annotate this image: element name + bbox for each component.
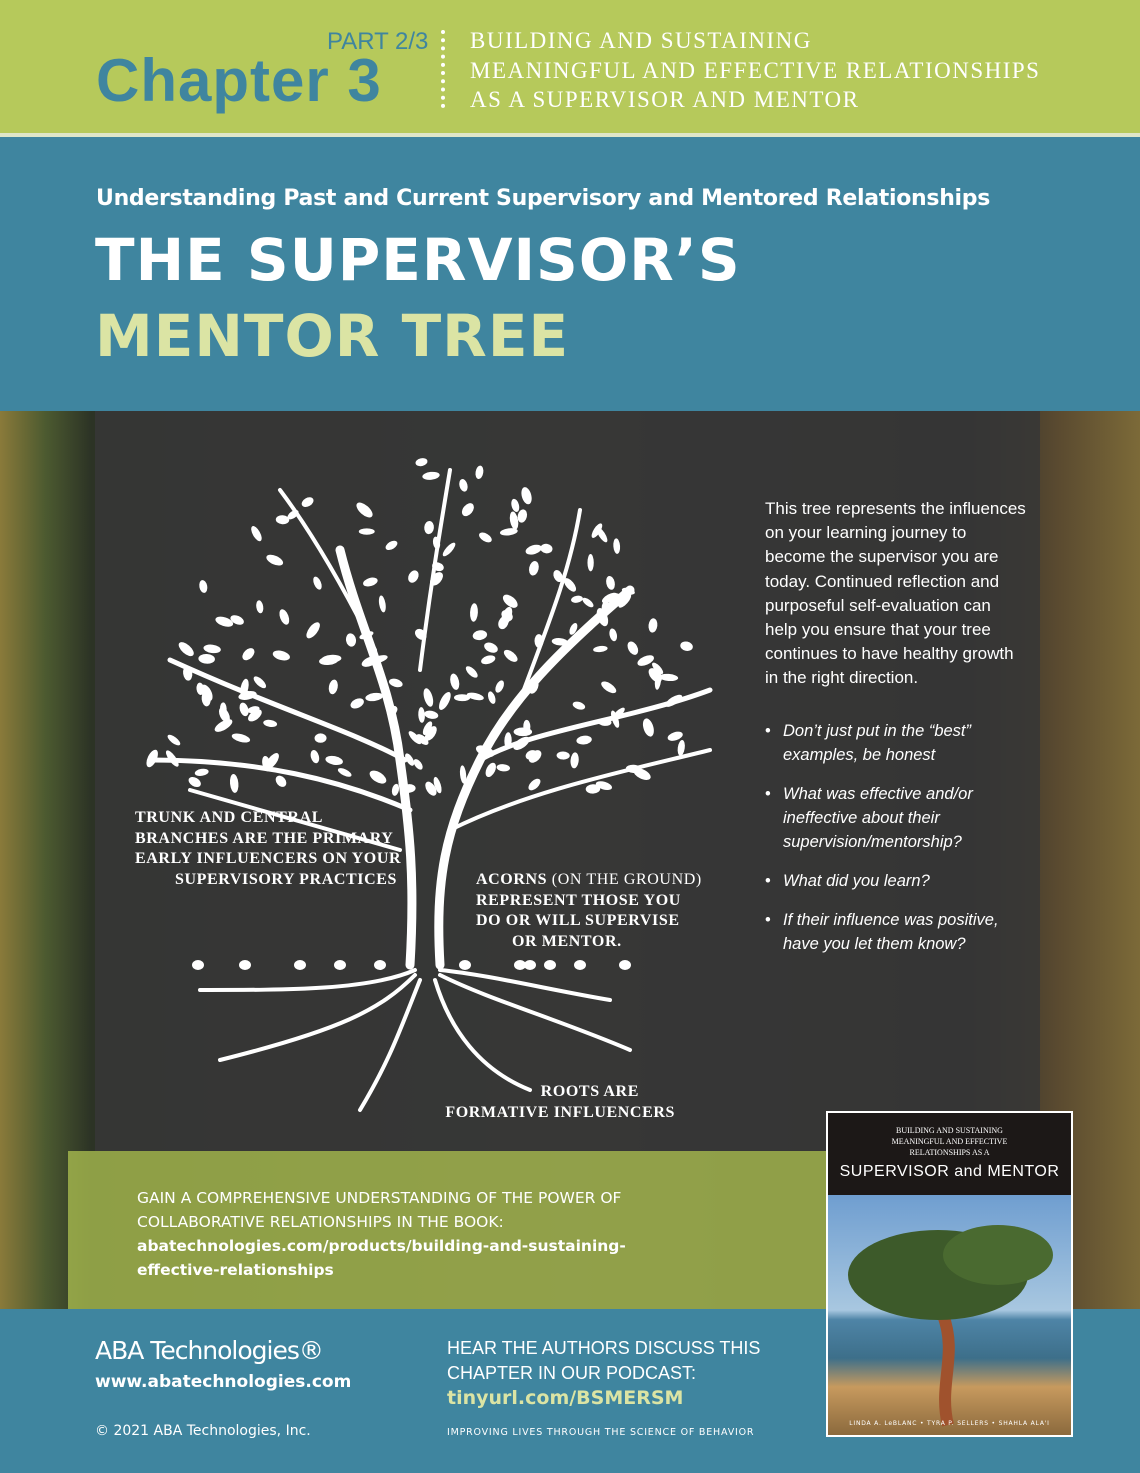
chapter-header	[0, 0, 1140, 137]
podcast-link[interactable]: tinyurl.com/BSMERSM	[447, 1387, 684, 1409]
leaf-icon	[166, 733, 182, 747]
acorn-icon	[619, 960, 631, 970]
leaf-icon	[460, 501, 477, 519]
leaf-icon	[349, 696, 366, 710]
leaf-icon	[475, 465, 485, 480]
book-cta	[137, 1186, 777, 1282]
mentor-tree-illustration	[110, 430, 750, 1130]
leaf-icon	[229, 774, 239, 794]
leaf-icon	[625, 640, 640, 657]
leaf-icon	[255, 600, 264, 614]
bullet-item: • Don’t just put in the “best” examples, be honest	[765, 719, 1027, 767]
cover-line: MEANINGFUL AND EFFECTIVE	[891, 1137, 1008, 1146]
roots-label	[415, 1082, 675, 1123]
leaf-icon	[608, 628, 618, 642]
reflection-bullets	[765, 719, 1027, 956]
book-link[interactable]: abatechnologies.com/products/building-and-sustaining-	[137, 1237, 626, 1255]
leaf-icon	[510, 498, 521, 513]
leaf-icon	[252, 674, 268, 690]
leaf-icon	[277, 608, 291, 626]
leaf-icon	[367, 768, 388, 786]
dotted-divider	[441, 30, 449, 108]
leaf-icon	[203, 644, 221, 655]
leaf-icon	[520, 486, 534, 505]
leaf-icon	[470, 603, 479, 622]
leaf-icon	[328, 679, 339, 695]
leaf-icon	[275, 515, 289, 525]
aba-logo: ABA Technologies®	[95, 1336, 323, 1365]
leaf-icon	[677, 740, 686, 757]
leaf-icon	[265, 552, 285, 567]
label-line: DO OR WILL SUPERVISE	[476, 912, 680, 929]
leaf-icon	[659, 673, 679, 682]
leaf-icon	[641, 717, 656, 738]
leaf-icon	[472, 629, 488, 641]
leaf-icon	[581, 596, 595, 609]
acorn-icon	[524, 960, 536, 970]
leaf-icon	[437, 690, 453, 711]
leaf-icon	[312, 575, 324, 591]
acorn-icon	[374, 960, 386, 970]
title-line: MEANINGFUL AND EFFECTIVE RELATIONSHIPS	[470, 57, 1041, 83]
leaf-icon	[477, 530, 493, 544]
leaf-icon	[679, 640, 693, 652]
leaf-icon	[249, 524, 264, 542]
leaf-icon	[422, 471, 440, 481]
leaf-icon	[240, 646, 257, 663]
label-line: EARLY INFLUENCERS ON YOUR	[135, 850, 402, 867]
podcast-line: CHAPTER IN OUR PODCAST:	[447, 1363, 697, 1383]
bullet-item: • What did you learn?	[765, 869, 1027, 893]
leaf-icon	[391, 783, 400, 796]
leaf-icon	[187, 775, 203, 789]
tree-description: This tree represents the influences on your learning journey to become the supervisor you are today. Continued reflection and purposeful self-evaluation can help you ensure that your tree continues to have healthy growth in the right direction.	[765, 499, 1026, 688]
leaf-icon	[441, 541, 457, 558]
podcast-line: HEAR THE AUTHORS DISCUSS THIS	[447, 1338, 761, 1358]
label-line: ROOTS ARE	[540, 1083, 639, 1100]
cover-authors: LINDA A. LeBLANC • TYRA P. SELLERS • SHAHLA ALA'I	[849, 1420, 1050, 1427]
cover-line: BUILDING AND SUSTAINING	[896, 1126, 1003, 1135]
leaf-icon	[304, 620, 323, 641]
leaf-icon	[572, 700, 587, 711]
leaf-icon	[528, 560, 540, 576]
leaf-icon	[325, 754, 344, 766]
book-link-cont[interactable]: effective-relationships	[137, 1261, 334, 1279]
hero-title: THE SUPERVISOR’S	[95, 226, 741, 294]
leaf-icon	[570, 595, 583, 604]
cover-tree-photo	[828, 1195, 1071, 1435]
leaf-icon	[483, 761, 498, 779]
hero-title-accent: MENTOR TREE	[95, 302, 570, 370]
acorn-icon	[574, 960, 586, 970]
leaf-icon	[198, 579, 208, 593]
leaf-icon	[458, 478, 469, 492]
leaf-icon	[309, 749, 320, 764]
leaf-icon	[337, 766, 353, 778]
cover-tree-icon	[828, 1195, 1071, 1435]
leaf-icon	[487, 690, 497, 704]
podcast-text	[447, 1336, 760, 1386]
trunk-label	[135, 808, 401, 890]
leaf-icon	[406, 569, 421, 585]
acorns-label	[476, 870, 702, 952]
leaf-icon	[599, 679, 618, 695]
leaf-icon	[494, 679, 506, 694]
leaf-icon	[587, 554, 593, 571]
leaf-icon	[449, 673, 461, 691]
leaf-icon	[540, 543, 553, 554]
side-column	[765, 497, 1027, 971]
label-line: TRUNK AND CENTRAL	[135, 809, 323, 826]
acorn-icon	[239, 960, 251, 970]
leaf-icon	[424, 521, 435, 535]
acorn-icon	[459, 960, 471, 970]
leaf-icon	[365, 692, 384, 702]
part-label: PART 2/3	[327, 28, 429, 55]
leaf-icon	[273, 774, 288, 789]
leaf-icon	[194, 768, 209, 777]
leaf-icon	[388, 677, 404, 689]
label-line: SUPERVISORY PRACTICES	[175, 870, 398, 888]
tree-leaves	[144, 457, 694, 798]
title-line: AS A SUPERVISOR AND MENTOR	[470, 87, 860, 112]
leaf-icon	[354, 500, 375, 520]
leaf-icon	[464, 664, 480, 679]
leaf-icon	[198, 654, 215, 665]
copyright: © 2021 ABA Technologies, Inc.	[95, 1423, 311, 1439]
leaf-icon	[418, 707, 425, 723]
leaf-icon	[359, 528, 375, 534]
leaf-icon	[483, 640, 500, 654]
acorn-icon	[294, 960, 306, 970]
leaf-icon	[526, 777, 542, 793]
book-cover	[826, 1111, 1073, 1437]
leaf-icon	[263, 719, 278, 728]
cta-line: GAIN A COMPREHENSIVE UNDERSTANDING OF THE POWER OF	[137, 1189, 622, 1207]
cover-line: RELATIONSHIPS AS A	[909, 1148, 990, 1157]
tagline: IMPROVING LIVES THROUGH THE SCIENCE OF BEHAVIOR	[447, 1427, 755, 1438]
label-line: BRANCHES ARE THE PRIMARY	[135, 829, 394, 847]
leaf-icon	[593, 645, 608, 653]
website-link[interactable]: www.abatechnologies.com	[95, 1372, 352, 1392]
leaf-icon	[605, 575, 616, 591]
leaf-icon	[314, 733, 326, 743]
leaf-icon	[648, 618, 658, 633]
leaf-icon	[423, 709, 439, 720]
label-paren: (ON THE GROUND)	[551, 871, 702, 888]
leaf-icon	[176, 640, 196, 659]
acorn-icon	[544, 960, 556, 970]
leaf-icon	[466, 691, 485, 701]
acorn-icon	[192, 960, 204, 970]
leaf-icon	[231, 732, 251, 745]
leaf-icon	[496, 764, 510, 772]
leaf-icon	[422, 687, 435, 708]
label-line: FORMATIVE INFLUENCERS	[445, 1103, 675, 1121]
leaf-icon	[502, 648, 520, 665]
leaf-icon	[524, 543, 543, 556]
bullet-item: • If their influence was positive, have you let them know?	[765, 908, 1027, 956]
cta-line: COLLABORATIVE RELATIONSHIPS IN THE BOOK:	[137, 1213, 504, 1231]
bullet-item: • What was effective and/or ineffective about their supervision/mentorship?	[765, 782, 1027, 854]
leaf-icon	[613, 538, 621, 554]
leaf-icon	[509, 511, 520, 530]
leaf-icon	[345, 633, 357, 648]
acorn-icon	[334, 960, 346, 970]
title-line: BUILDING AND SUSTAINING	[470, 28, 812, 53]
hero-subtitle: Understanding Past and Current Supervisory and Mentored Relationships	[96, 186, 991, 211]
cover-main-title: SUPERVISOR and MENTOR	[839, 1163, 1060, 1180]
leaf-icon	[362, 576, 379, 588]
book-cover-title	[828, 1113, 1071, 1195]
leaf-icon	[570, 752, 580, 769]
leaf-icon	[272, 649, 291, 662]
chapter-number: Chapter 3	[96, 47, 382, 114]
leaf-icon	[384, 539, 399, 552]
leaf-icon	[300, 495, 315, 509]
leaf-icon	[415, 457, 429, 467]
leaf-icon	[480, 654, 496, 666]
leaf-icon	[378, 595, 387, 613]
label-line: ACORNS	[476, 871, 548, 888]
book-title	[470, 26, 1040, 115]
label-line: OR MENTOR.	[512, 932, 622, 950]
leaf-icon	[556, 751, 570, 760]
label-line: REPRESENT THOSE YOU	[476, 891, 681, 909]
leaf-icon	[576, 735, 592, 746]
